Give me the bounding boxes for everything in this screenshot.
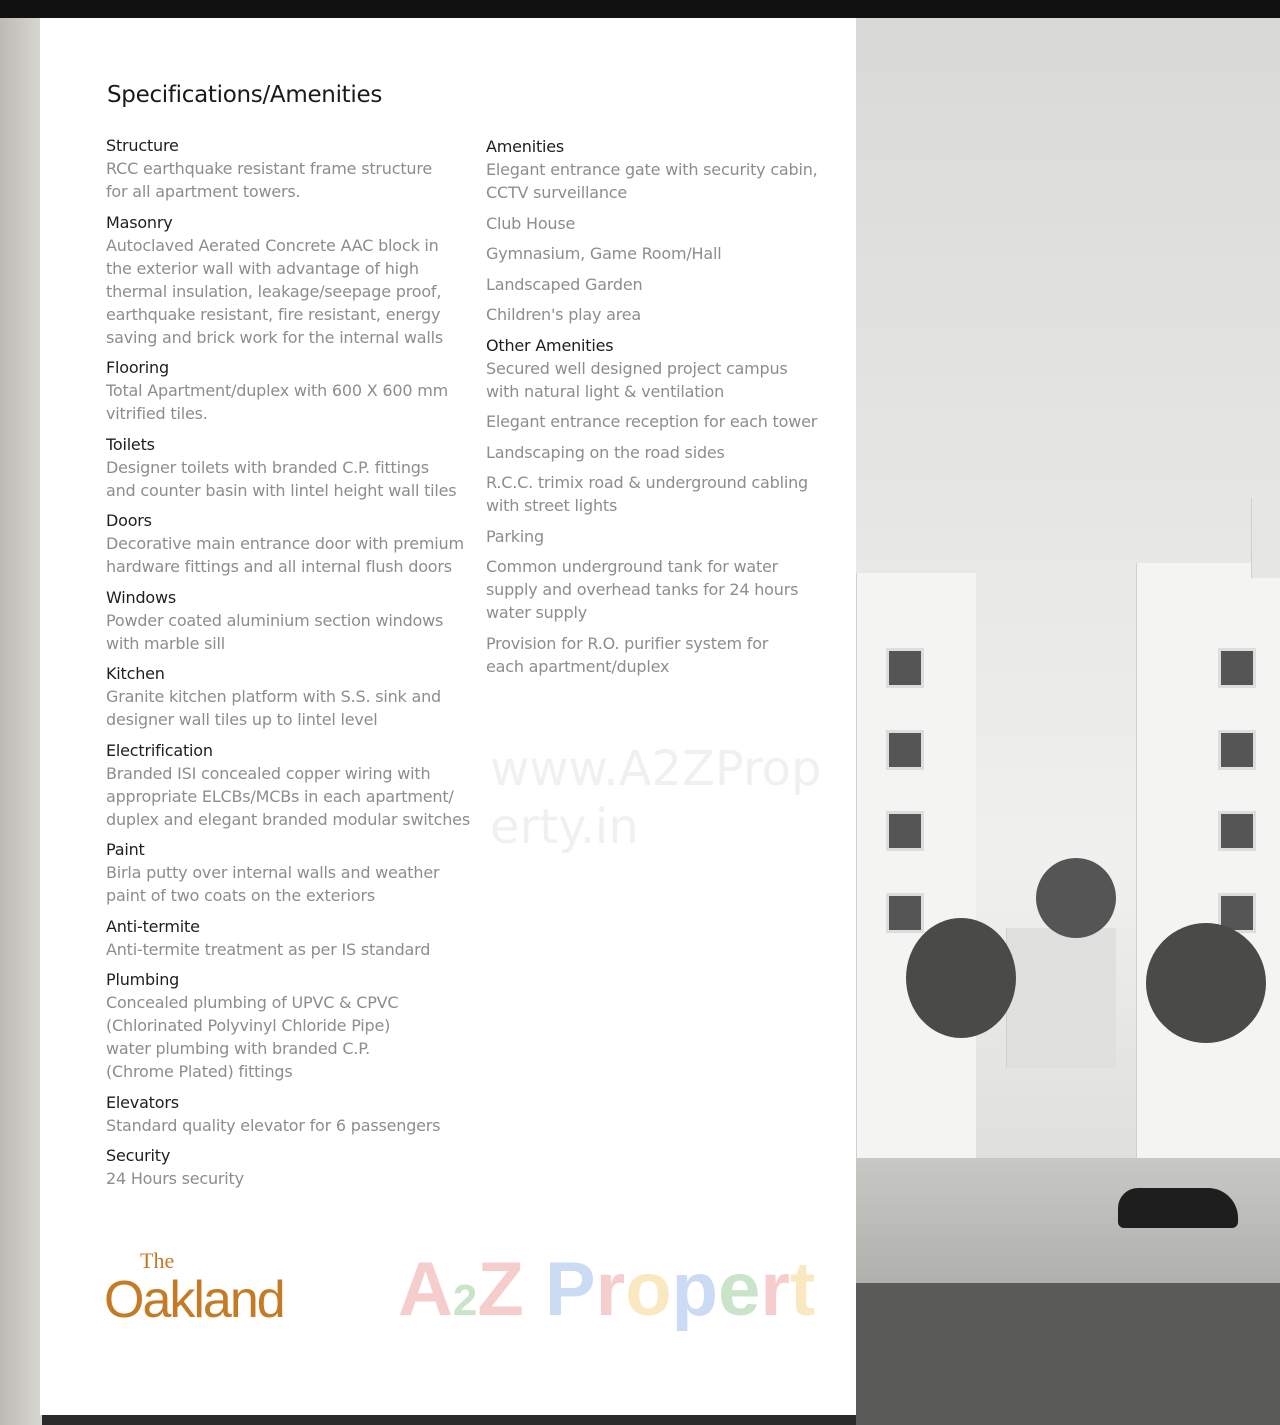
tree [1036, 858, 1116, 938]
amenity-item: Children's play area [486, 305, 642, 324]
spec-section-doors [106, 509, 476, 578]
section-heading: Toilets [106, 434, 155, 454]
section-heading: Other Amenities [486, 335, 614, 355]
spec-section-anti-termite [106, 915, 476, 961]
section-heading: Structure [106, 136, 179, 155]
page-binding-edge [0, 18, 42, 1425]
section-body: Granite kitchen platform with S.S. sink and designer wall tiles up to lintel level [106, 687, 442, 729]
spec-section-masonry [106, 211, 476, 349]
spec-section-plumbing [106, 968, 476, 1083]
window [1218, 811, 1256, 851]
section-heading: Anti-termite [106, 916, 200, 936]
section-body: Birla putty over internal walls and weather paint of two coats on the exteriors [106, 863, 440, 905]
section-heading: Security [106, 1146, 171, 1165]
building-right [1136, 563, 1280, 1163]
window [886, 730, 924, 770]
a2z-property-logo: A2Z Propert [398, 1247, 816, 1332]
other-amenity-item: Landscaping on the road sides [486, 442, 725, 462]
section-body: Powder coated aluminium section windows with marble sill [106, 610, 444, 653]
spec-section-elevators [106, 1091, 476, 1137]
window [1218, 730, 1256, 770]
other-amenity-item: Elegant entrance reception for each tower [486, 412, 818, 431]
section-heading: Elevators [106, 1092, 179, 1112]
other-amenity-item: Provision for R.O. purifier system for each apartment/duplex [486, 633, 769, 676]
section-body: 24 Hours security [106, 1169, 244, 1188]
other-amenity-item: Secured well designed project campus with natural light & ventilation [486, 358, 788, 401]
section-body: Branded ISI concealed copper wiring with appropriate ELCBs/MCBs in each apartment/ duplex and elegant branded modular switches [106, 763, 470, 829]
car [1118, 1188, 1238, 1228]
section-body: Concealed plumbing of UPVC & CPVC (Chlorinated Polyvinyl Chloride Pipe) water plumbing with branded C.P. (Chrome Plated) fittings [106, 993, 399, 1081]
section-body: Autoclaved Aerated Concrete AAC block in the exterior wall with advantage of high thermal insulation, leakage/seepage proof, earthquake resistant, fire resistant, energy saving and brick work for the internal walls [106, 235, 443, 347]
tree [906, 918, 1016, 1038]
spec-section-structure [106, 134, 476, 203]
window [1218, 648, 1256, 688]
ground [856, 1283, 1280, 1425]
amenities-column [486, 135, 831, 685]
amenity-item: Gymnasium, Game Room/Hall [486, 244, 722, 263]
other-amenity-item: R.C.C. trimix road & underground cabling with street lights [486, 473, 808, 515]
spec-section-toilets [106, 433, 476, 502]
amenity-item: Landscaped Garden [486, 274, 643, 294]
scan-top-border [0, 0, 1280, 18]
other-amenities-section [486, 334, 831, 678]
section-body: Designer toilets with branded C.P. fittings and counter basin with lintel height wall tiles [106, 457, 457, 500]
other-amenity-item: Common underground tank for water supply and overhead tanks for 24 hours water supply [486, 557, 799, 622]
building-top [1251, 498, 1280, 578]
spec-section-flooring [106, 356, 476, 425]
section-body: RCC earthquake resistant frame structure for all apartment towers. [106, 159, 433, 201]
section-heading: Windows [106, 587, 177, 607]
page-title: Specifications/Amenities [107, 82, 382, 108]
section-heading: Paint [106, 840, 145, 859]
section-body: Total Apartment/duplex with 600 X 600 mm vitrified tiles. [106, 381, 448, 423]
section-body: Anti-termite treatment as per IS standard [106, 939, 431, 959]
section-body: Standard quality elevator for 6 passengers [106, 1115, 441, 1135]
spec-section-paint [106, 838, 476, 907]
oakland-logo [104, 1250, 324, 1330]
tree [1146, 923, 1266, 1043]
logo-the: The [140, 1248, 175, 1273]
amenities-section [486, 135, 831, 326]
specifications-column [106, 134, 476, 1198]
amenity-item: Elegant entrance gate with security cabin, CCTV surveillance [486, 160, 818, 202]
spec-section-security [106, 1144, 476, 1190]
spec-section-electrification [106, 739, 476, 831]
section-heading: Amenities [486, 137, 565, 156]
section-heading: Electrification [106, 740, 213, 760]
window [886, 648, 924, 688]
building-render-photo [856, 18, 1280, 1425]
window [886, 811, 924, 851]
window [886, 893, 924, 933]
logo-name: Oakland [104, 1271, 284, 1329]
amenity-item: Club House [486, 213, 576, 233]
section-body: Decorative main entrance door with premium hardware fittings and all internal flush doors [106, 534, 464, 576]
spec-section-windows [106, 586, 476, 655]
section-heading: Flooring [106, 358, 169, 377]
other-amenity-item: Parking [486, 526, 544, 546]
watermark: www.A2ZProperty.in [490, 741, 822, 855]
section-heading: Kitchen [106, 664, 165, 683]
spec-section-kitchen [106, 662, 476, 731]
section-heading: Doors [106, 511, 152, 530]
section-heading: Masonry [106, 212, 173, 232]
section-heading: Plumbing [106, 970, 180, 989]
clubhouse [1006, 928, 1116, 1068]
